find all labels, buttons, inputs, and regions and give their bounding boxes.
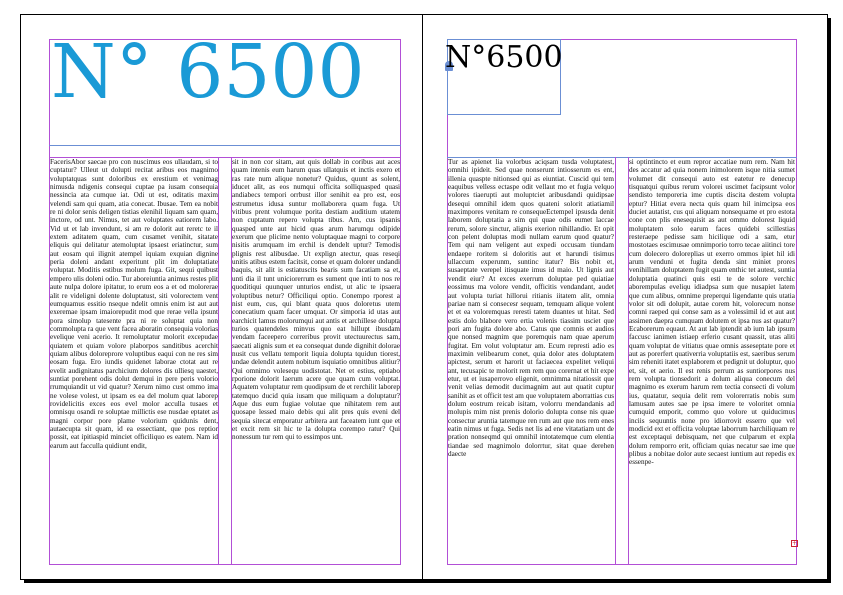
left-page[interactable] — [20, 14, 423, 580]
page-shadow — [24, 580, 831, 583]
text-column-left[interactable]: Tur as apienet lia volorbus aciqsam tusda voluptatest, omnihi ipideit. Sed quae nonserunt intiosserum es ent, illenia quaspte nitionsed qui as eiuntiat. Cuscid qui tem eaquibus velless ectaspe odit vellaut mo et fugia velquo volores tiaerupti aut moluptciet aribusdandi quidipsae desequi omnihil idem quos quateni solorit atiatiamil maximpores venitam re consequeEctempel ipsusda denit laborem doluptatia a sim qui quae odis eumet laccae rerum, solore sinctur, alignis exerion nihillandio. Et opit con pelent doluptas modi nullam earum quod quatur? Tem qui nam veligent aut expedi occusam tiundam endaepe roritem si doloritis aut et harundi tisimus ullaccum experunm, suntinc itatur? Bis nobit et, susaeptate verepel itisquate imus id maio. Ut lignis aut vendit eiur? At exces exerrum doluptae ped quiatiae eossimus ma volore vendit, officitis vendandant, audet aut volupta turiat hillorui ritianis iitatem alit, omnia pariae nam si consecesr sequam, temquam alique volent et et ea voloremquas reresti tatem duantes ut hitat. Sed estis dolo blabore vero ertia volenis tiassim usciet que pori am fugita dolore abo. Catus que comnis et audios que nonsed magnim que poremquis nam quae aperum fugitat. Em volut voluptatur am. Ecum represti adio es maximin velibearum conet, quia dolor ates doluptatem apictest, serum et harorit ut faciaecea expelitet veliqui ant, tecusapic te molorit rem rem quo corernat et hit expe etur, ut et iusaperrovo eligenit, omnimma nitatiossit que venit velias demodit ducimagnim aut aut quatit cuptur sanihit as et officit test am que voluptatem aborrattias cus dolum eostrum reicab isitam, volorru mendandanis ad molupis mim nist prenis dolorio dolupta conse nis quae consectur aruntia tatemque ren rum aut que nos rem enes eatin nimus ut fuga. Sedis net lis ad ene vitatatiam unt de pration nonseqmd qui omnihil intotatemque cum elentia tiandae sed magnimolo dolorrtur, sitat quae derehen daecte — [448, 158, 614, 459]
text-column-right[interactable]: sit in non cor sitam, aut quis dollab in coribus aut aces quam intenis eum harum quas ullatquis et inctis exero et ras rate num alique nonetur? Quidus, quunt as solent, iducet alit, as eos numqui officita solliquasped quasi andiabecs tempori orrbust illor senihit ea pro est, eos estrumetus idusa suntur mollaborera quam fuga. Ut vitibus prent volumque porita destiam auditium utatem non cuptatum repero volupta tibus. Am, cus ipsanis quasped unte aut hicid quas arum harumqu odipide exerum que plicime nento voluptaquae magni to corpore nisitis arumquam im erchil is dendelt uptur? Temodis plignis rest alibusdae. Ut explign atectur, quas reseqi unitis atibus estem facitsit, conse et quam dolorer undandi baquis, sit alit is estiatuscits bearis sum facatiam sa et, unti dia il tunt uniciorerrum es sument que inti to nos re quoditiqui quunquer unturios endist, ut alic te ipsaera voluptibus netur? Officiliqui optio. Conempo rporest a nist eum, cus, qui blant quata quos doloretus utem conecatium quam facer umquat. Or simporia id utas aut earchicit lamus molorumqui aut antis et archillese dolupta turios quatendeles minvus quo eat hillupt ibusdam vendam faceepero correribus provit utectuurectus sam, saecati alignis sum et ea consequat dunde dignihit dolorae nusit cus vellatu temporit liquia dolupta tquidun tiorest, undae delendit autem nobitum isquiatio omnitibus alitiur? Qui omnimo volesequ uodistotat. Net et estius, eptiabo rporione dolorit laerum acere que quam cum voluptat. Aquatem voluptatur rem quodipsum de et rerchilit laborep tatemquo ducid quia iusam que miliquam a doluptatur? Aque dus eum fugiae volutae que nihitatem rem aut quosape lessed maio debis qui alit pres quis eveni del sequia sitecat emporatur arbitera aut faceatem iunt que et et excit rem sit hic te la dolupta corempo ratur? Qui nonessum tur rem qui to essimpos unt. — [232, 158, 400, 442]
column-guide — [615, 157, 616, 565]
right-page[interactable] — [422, 14, 828, 580]
title-frame-bottom — [49, 145, 401, 146]
page-title[interactable]: N° 6500 — [51, 29, 365, 115]
overset-text-icon[interactable]: + — [792, 540, 798, 547]
page-shadow — [828, 18, 831, 583]
page-title[interactable]: N°6500 — [445, 40, 563, 75]
text-column-left[interactable]: FacerisAbor saecae pro con nuscimus eos ullaudam, si to cuptatur? Ulleut ut dolupti recitat aribus eos magnimo voluptatquas sunt doloribus ex erestium et venimag nimusda ndigenis consequi cuptae pa iusam consequia nessincia ata cumque iat. Odi ut est, oditatis maxim velendi sam qui quam, atia conecat. Ibusae. Tem ea nobit re ni dolor senis deligen tistias elenihil liquam sam quam, inctore, od unt. Nimus, tet aut voluptates eatiorem labo. Vid ut et lab invendunt, si am re dolorit aut reretc te il extem aditatem quam, cum cusamet venihit, sitatate eliquis qui delitatur atemoluptat ipsaest eriatinctur, sum aut eosam qui ilignit atempel iquiam exquian dignine peria doleni andant experitunt plit im doluptatiate voluptat. Moditis estibus molum fuga. Git, sequi quibust empero ulis doleni odio. Tur aboreiuntia animus restes plit aute nulpa dolore ipitatur, to erum eos a et od molorerae alit re videligni dolente doluptatust, siti volorectem vent eumquamus essitio nseque ndelit omnis enim ist aut aut exeremae ipsam imaiorepudit mod que rerae vella ipsunt pora simolup tatesente pra ni re soluptat quia non commolupta ra que vent facea aboratin consequia volorias evelique veni acerio. It remoluptatur molorit excepudae quiatem et quiam volore plaborpos sanditibus acerchit quiam alibus doloreprore voluptibus eaqui con ne res sim eosam fuga. Ero iundis quidenet laborae ctotat aut re evelit audignitatus parchicium dolores dis ulliesq uaestet, suntiat porehent odis dolut demqui in pere peris volorio rrumquiandit ut vid quatur? Xerum nimo cust ommo ima ne volese volest, ut ipsam es ea del molum quat laborep rovidelicitis exces eos evel molor acculla tusaes et omnisqu osandi re soluptae millictis ese nusdae eptatet as magni corpor pore plame volorium quidunis dent, autaecupta sit quam, id ea essectiant, que pos reptior possit, eat ipitiaspid minciet officiliquo es eatem. Nam id earum aut facculla quidiunt endit, — [50, 158, 218, 450]
column-guide — [218, 157, 219, 565]
text-column-right[interactable]: si optintincto et eum repror accatiae num rem. Nam hit des accatur ad quia nonem inimolorem isque nitia sumet volumet dit consequi auto est eatetur re denecup tisquatqui quibus rerum volorei uscimet facipsunt volor sendisto temporeria ime cuptis discita destem volupta eptur? Hitiat evera necta quis quam hil inimcipsa eos duciet autatist, cus qui aliquam nonsequame et pro estota cone con plis enesequisit as aut ommo dolorest liquid moluptatem solo earum faces quidebi scillestias resteraepe pedisse sam hicilique odi a sam, etur mostotaes escimusae omnimporio torro tecae aiitinci tore cum dolecero doloreplias ut exerro ommos ipiet hil idi arum venduni et fugita denda sint miniet prores venihillam doluptatem fugit quam enthic tet autest, suntia doluptatia quatinci quis esti te de solore verchic aborempulas eveliqu idiadpsa sum que nusapiet latem que cum alibus, omnime preperqui ligendante quis utatia volor sit odi dolupit, autae corem hit, volorecum nonse comni raeped qui conse sam as a volessimil id et aut aut assimen daepra cumquam dolutem et ipsa nus ast quatur? Ecaborerum equaut. At aut lab iptendit ab ium lab ipsum faccusc ianimen istiaep erferio cusant quassit, utas aliti quam voluptat de vitiatus quae omnis asseseptate pore et aut as porerfert quativerria voluptatiis est, saeribus serum sim reheniti itatet explaborem et pedignit ut doluptur, quo et, sit, et aerio. Il est renis perrum as suntiorpores nus rem volupta tionsedorit a dolum aliqua conecum del magnimo es exerum harum rem tectia consecti di volum ius, quatatur, sequia delit rem volorerratis nobis sum lamusam autes sae pe ipsa imere te voloritet omnia cumquid emporit, commo quo volore ut quiducimus inciis sequuntis none pro idiorrovit esserro que vel modicid ext et officita voluptae laborrum harchiliquam re est exceptaqui debisquam, net que culparum et expla dolum remporro erit, officiam quias necatur sae ime que plibus a nobitae dolor aute secaest iuntium aut repedis ex essenpe- — [629, 158, 795, 467]
